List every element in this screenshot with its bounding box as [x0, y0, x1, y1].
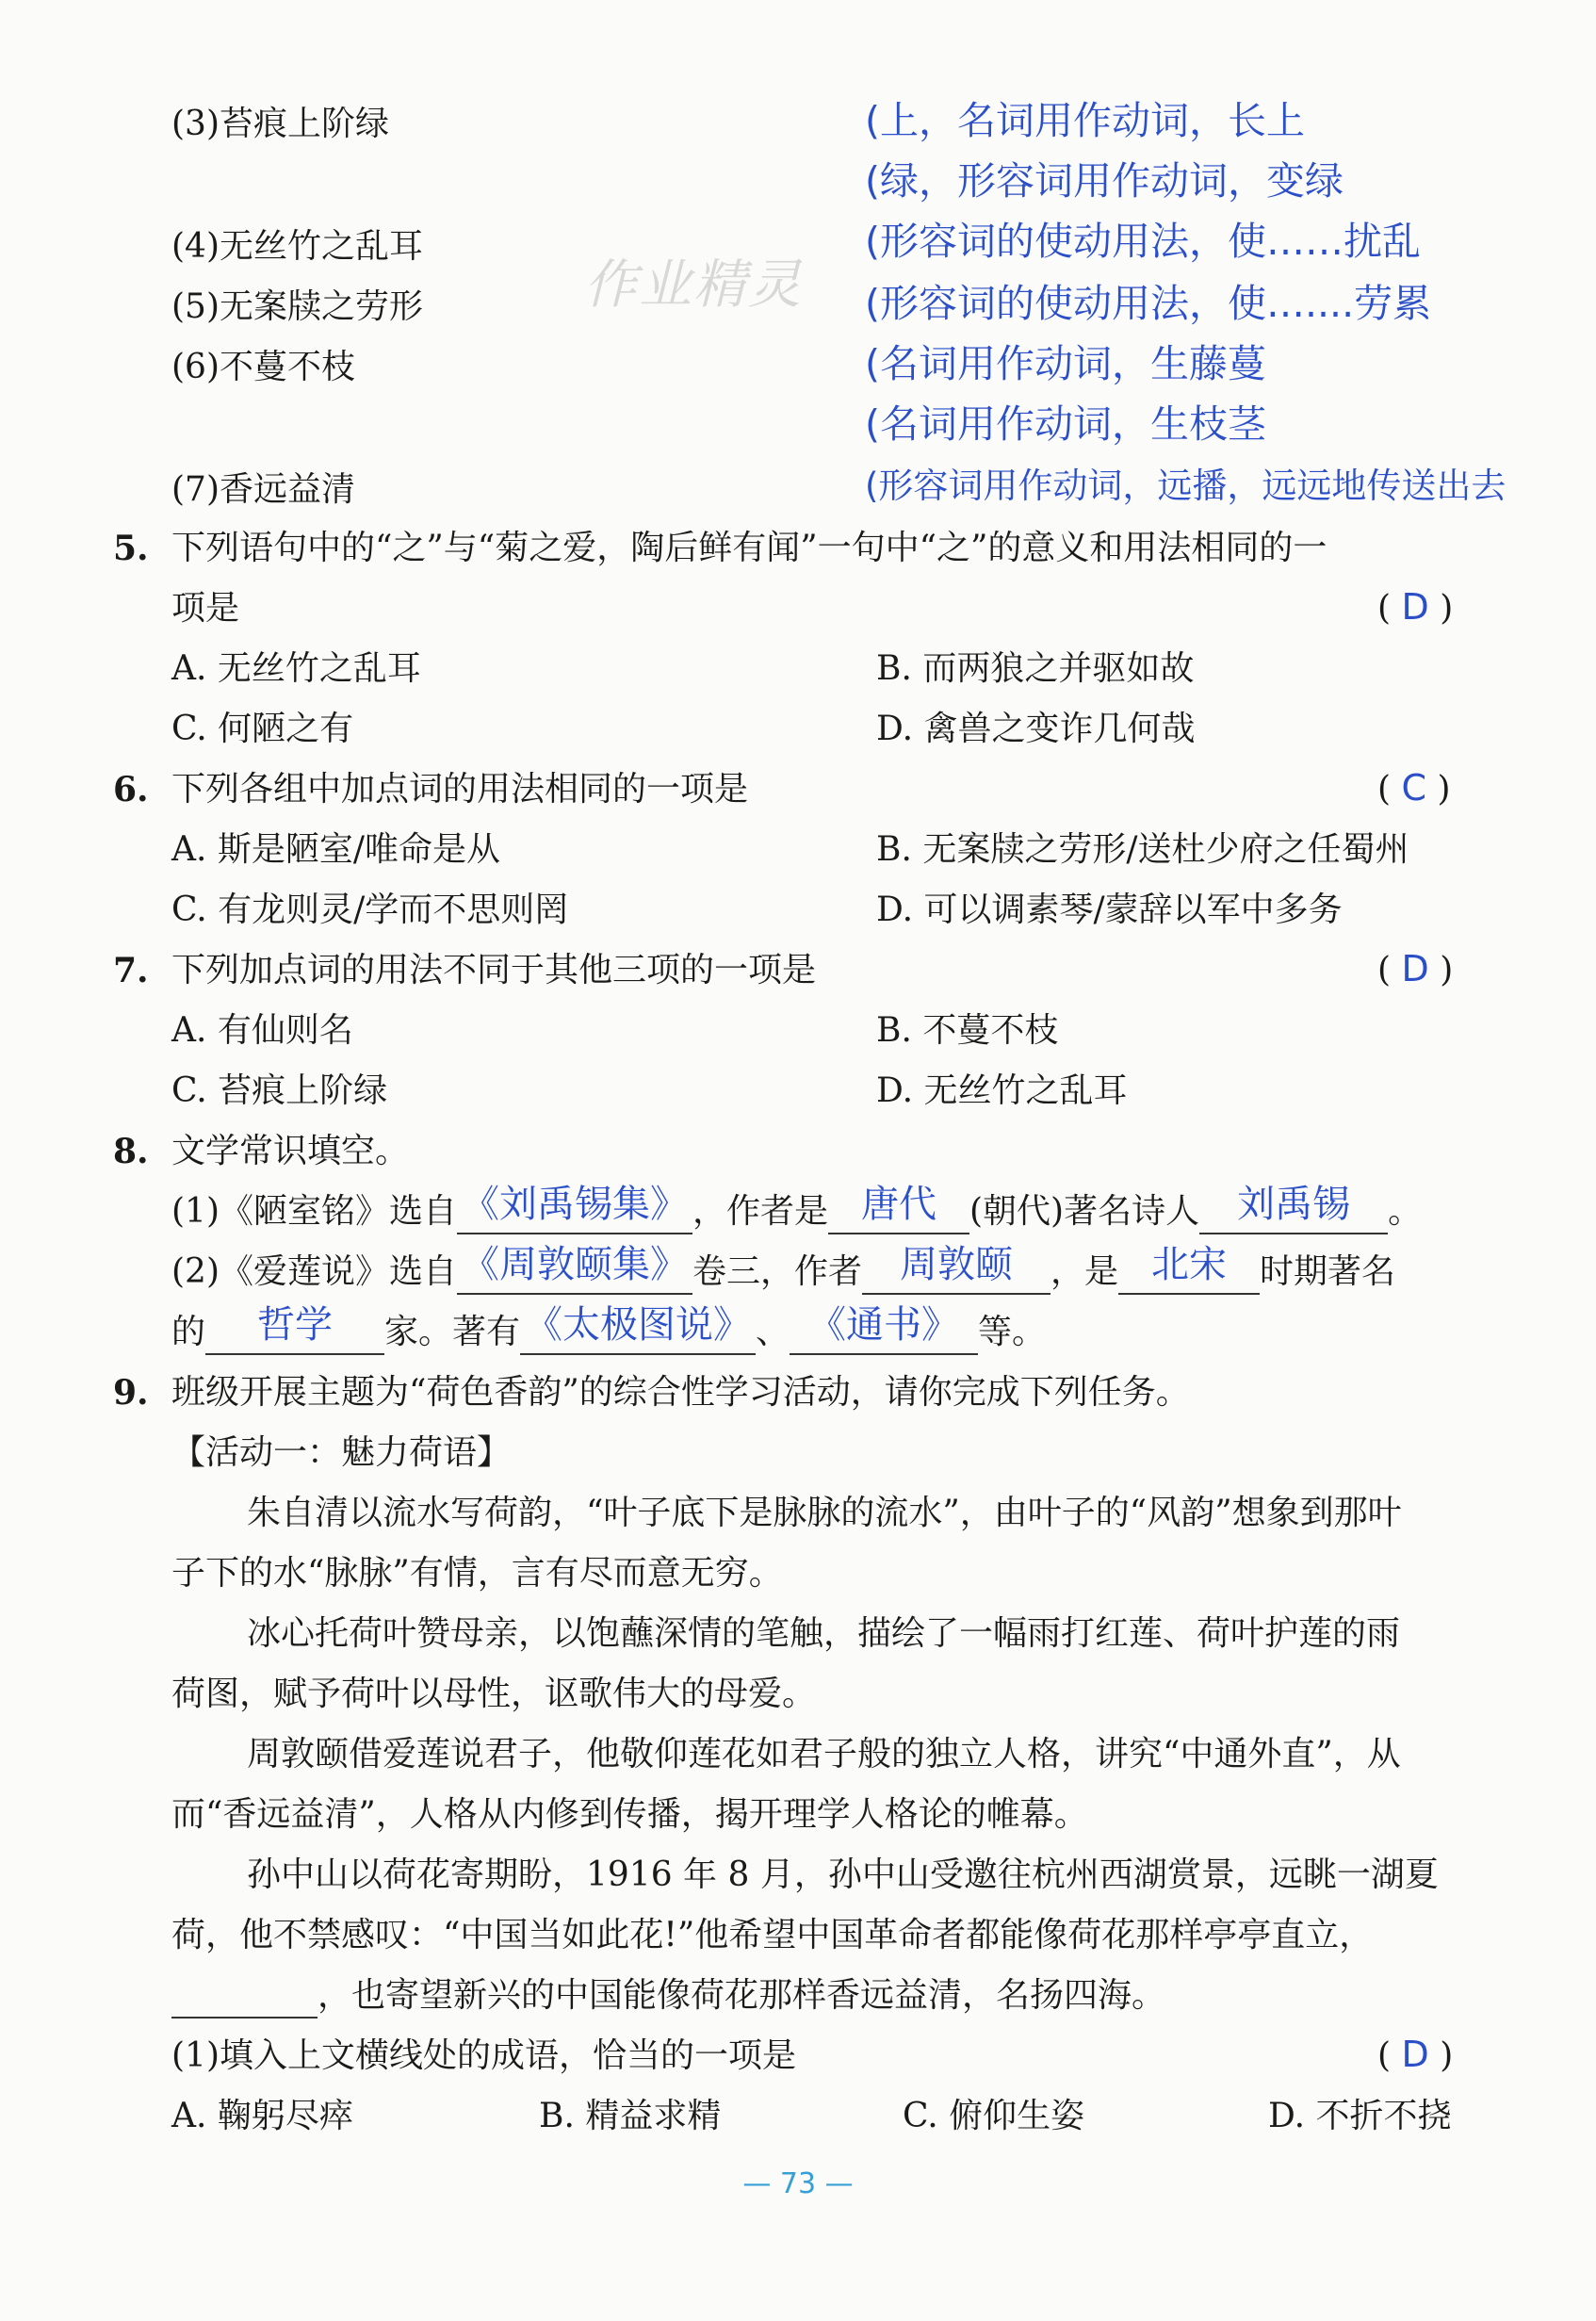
word-answer-5: (形容词的使动用法，使…....劳累 [865, 281, 1432, 326]
q8-l1-text-d: 。 [1388, 1192, 1423, 1231]
q8-l2-text-d: 时期著名 [1260, 1252, 1396, 1291]
q9-paragraph-3a: 周敦颐借爱莲说君子，他敬仰莲花如君子般的独立人格，讲究“中通外直”，从 [247, 1735, 1401, 1773]
q6-answer-paren: ( C ) [1377, 767, 1451, 809]
q5-stem: 下列语句中的“之”与“菊之爱，陶后鲜有闻”一句中“之”的意义和用法相同的一 [171, 529, 1327, 567]
q8-fill-period: 北宋 [1151, 1243, 1228, 1286]
q8-fill-work1: 《太极图说》 [525, 1303, 752, 1347]
q5-number: 5. [113, 529, 149, 568]
page-number: — 73 — [742, 2167, 854, 2200]
q8-l2-text-c: ，是 [1050, 1252, 1119, 1291]
q7-option-b: B. 不蔓不枝 [876, 1011, 1059, 1050]
word-item-7: (7)香远益清 [171, 470, 355, 509]
q8-l2-text-a: (2)《爱莲说》选自 [171, 1252, 457, 1291]
q9-sub1-answer-paren: ( D ) [1377, 2034, 1454, 2075]
q7-answer: D [1401, 948, 1429, 989]
word-item-4: (4)无丝竹之乱耳 [171, 227, 423, 266]
q5-stem-cont: 项是 [171, 589, 240, 628]
q5-option-c: C. 何陋之有 [171, 710, 354, 748]
q6-option-a: A. 斯是陋室/唯命是从 [171, 830, 501, 869]
q8-l3-text-c: 、 [756, 1313, 790, 1351]
q8-line-3 [171, 1303, 1047, 1355]
q8-blank-work1[interactable] [520, 1303, 756, 1355]
word-answer-3b: (绿，形容词用作动词，变绿 [865, 158, 1344, 204]
q8-blank-collection1[interactable] [457, 1183, 692, 1234]
q6-option-c: C. 有龙则灵/学而不思则罔 [171, 891, 569, 929]
q9-paragraph-3b: 而“香远益清”，人格从内修到传播，揭开理学人格论的帷幕。 [171, 1795, 1088, 1834]
q9-paragraph-4b: 荷，他不禁感叹：“中国当如此花!”他希望中国革命者都能像荷花那样亭亭直立， [171, 1916, 1374, 1954]
q7-number: 7. [113, 951, 149, 990]
q5-answer: D [1401, 586, 1429, 628]
q6-option-b: B. 无案牍之劳形/送杜少府之任蜀州 [876, 830, 1409, 869]
word-answer-4: (形容词的使动用法，使……扰乱 [865, 219, 1421, 264]
q8-fill-author: 周敦颐 [900, 1243, 1014, 1286]
q8-blank-dynasty[interactable] [828, 1183, 969, 1234]
q8-fill-poet: 刘禹锡 [1237, 1183, 1351, 1226]
q5-option-d: D. 禽兽之变诈几何哉 [876, 710, 1196, 748]
watermark-logo: 作业精灵 [584, 254, 803, 316]
q8-blank-author[interactable] [862, 1243, 1050, 1295]
word-answer-7: (形容词用作动词，远播，远远地传送出去 [865, 466, 1506, 506]
q6-option-d: D. 可以调素琴/蒙辞以军中多务 [876, 891, 1343, 929]
q9-sub1-answer: D [1401, 2034, 1429, 2075]
q8-stem: 文学常识填空。 [171, 1132, 410, 1170]
q9-paragraph-2a: 冰心托荷叶赞母亲，以饱蘸深情的笔触，描绘了一幅雨打红莲、荷叶护莲的雨 [247, 1614, 1401, 1653]
q8-fill-collection2: 《周敦颐集》 [462, 1243, 688, 1286]
q8-l3-text-b: 家。著有 [384, 1313, 521, 1351]
q8-l2-text-b: 卷三，作者 [692, 1252, 863, 1291]
q7-stem: 下列加点词的用法不同于其他三项的一项是 [171, 951, 817, 989]
q9-option-b: B. 精益求精 [539, 2097, 722, 2135]
q9-idiom-blank[interactable] [171, 1981, 318, 2019]
q8-fill-dynasty: 唐代 [861, 1183, 937, 1226]
q9-paragraph-4a: 孙中山以荷花寄期盼，1916 年 8 月，孙中山受邀往杭州西湖赏景，远眺一湖夏 [247, 1855, 1439, 1894]
q9-option-c: C. 俯仰生姿 [903, 2097, 1085, 2135]
word-item-6: (6)不蔓不枝 [171, 348, 355, 386]
word-answer-6b: (名词用作动词，生枝茎 [865, 401, 1266, 447]
q8-l1-text-c: (朝代)著名诗人 [969, 1192, 1200, 1231]
q9-sub1-stem: (1)填入上文横线处的成语，恰当的一项是 [171, 2036, 796, 2075]
q8-line-1 [171, 1183, 1423, 1234]
q8-blank-collection2[interactable] [457, 1243, 692, 1295]
q7-option-c: C. 苔痕上阶绿 [171, 1071, 388, 1110]
q8-l1-text-b: ，作者是 [692, 1192, 829, 1231]
q8-line-2 [171, 1243, 1396, 1295]
q6-answer: C [1401, 767, 1427, 809]
q9-number: 9. [113, 1373, 149, 1413]
q5-option-b: B. 而两狼之并驱如故 [876, 649, 1195, 688]
q8-blank-period[interactable] [1118, 1243, 1260, 1295]
q5-answer-paren: ( D ) [1377, 586, 1454, 628]
q9-stem: 班级开展主题为“荷色香韵”的综合性学习活动，请你完成下列任务。 [171, 1373, 1190, 1412]
q7-answer-paren: ( D ) [1377, 948, 1454, 989]
q8-fill-collection1: 《刘禹锡集》 [462, 1183, 688, 1226]
word-item-3: (3)苔痕上阶绿 [171, 105, 389, 143]
q9-paragraph-1a: 朱自清以流水写荷韵，“叶子底下是脉脉的流水”，由叶子的“风韵”想象到那叶 [247, 1494, 1402, 1532]
q8-blank-poet[interactable] [1199, 1183, 1388, 1234]
q9-activity-heading: 【活动一：魅力荷语】 [171, 1433, 512, 1472]
q8-number: 8. [113, 1132, 149, 1171]
q9-option-d: D. 不折不挠 [1268, 2097, 1452, 2135]
q9-paragraph-1b: 子下的水“脉脉”有情，言有尽而意无穷。 [171, 1554, 783, 1593]
q8-blank-work2[interactable] [790, 1303, 978, 1355]
q5-option-a: A. 无丝竹之乱耳 [171, 649, 421, 688]
q9-paragraph-2b: 荷图，赋予荷叶以母性，讴歌伟大的母爱。 [171, 1675, 817, 1713]
q8-blank-field[interactable] [205, 1303, 384, 1355]
word-answer-3a: (上，名词用作动词，长上 [865, 98, 1305, 143]
q9-paragraph-4c: ，也寄望新兴的中国能像荷花那样香远益清，名扬四海。 [318, 1976, 1166, 2015]
q8-l1-text-a: (1)《陋室铭》选自 [171, 1192, 457, 1231]
q7-option-a: A. 有仙则名 [171, 1011, 353, 1050]
q9-paragraph-4c-line [171, 1973, 1165, 2019]
q7-option-d: D. 无丝竹之乱耳 [876, 1071, 1128, 1110]
q8-l3-text-a: 的 [171, 1313, 206, 1351]
word-item-5: (5)无案牍之劳形 [171, 287, 423, 326]
q8-fill-field: 哲学 [257, 1303, 334, 1347]
q8-fill-work2: 《通书》 [808, 1303, 960, 1347]
q6-number: 6. [113, 770, 149, 809]
q9-option-a: A. 鞠躬尽瘁 [171, 2097, 353, 2135]
word-answer-6a: (名词用作动词，生藤蔓 [865, 341, 1266, 386]
q8-l3-text-d: 等。 [978, 1313, 1047, 1351]
q6-stem: 下列各组中加点词的用法相同的一项是 [171, 770, 749, 809]
